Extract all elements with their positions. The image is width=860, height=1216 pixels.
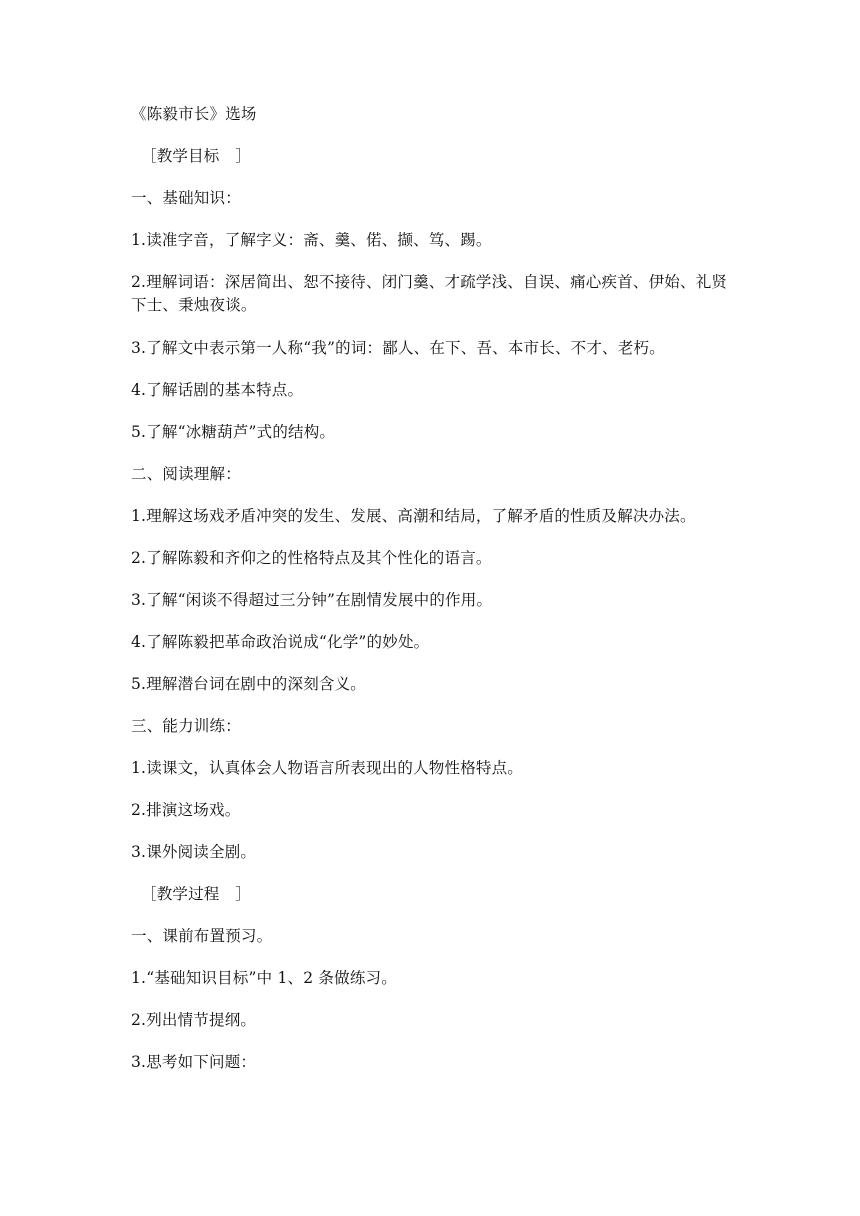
list-item: 4.了解陈毅把革命政治说成“化学”的妙处。 [131, 633, 430, 651]
heading-skill-training: 三、能力训练： [131, 717, 241, 735]
list-item: 1.“基础知识目标”中 1、2 条做练习。 [131, 969, 397, 987]
section-label-teaching-goals: ［教学目标 ］ [141, 147, 251, 165]
heading-basic-knowledge: 一、基础知识： [131, 189, 241, 207]
document-title: 《陈毅市长》选场 [131, 105, 257, 123]
list-item: 1.读准字音，了解字义：斋、羹、偌、撷、笃、踢。 [131, 231, 492, 249]
list-item: 1.理解这场戏矛盾冲突的发生、发展、高潮和结局，了解矛盾的性质及解决办法。 [131, 507, 696, 525]
list-item: 2.理解词语：深居简出、恕不接待、闭门羹、才疏学浅、自误、痛心疾首、伊始、礼贤下士、秉烛夜谈。 [131, 273, 728, 314]
heading-reading-comprehension: 二、阅读理解： [131, 465, 241, 483]
document-body [131, 103, 736, 1093]
list-item: 3.了解“闲谈不得超过三分钟”在剧情发展中的作用。 [131, 591, 493, 609]
list-item: 2.列出情节提纲。 [131, 1011, 257, 1029]
list-item: 1.读课文，认真体会人物语言所表现出的人物性格特点。 [131, 759, 523, 777]
list-item: 5.了解“冰糖葫芦”式的结构。 [131, 423, 336, 441]
list-item: 2.排演这场戏。 [131, 801, 241, 819]
heading-preview-assignment: 一、课前布置预习。 [131, 927, 273, 945]
list-item: 5.理解潜台词在剧中的深刻含义。 [131, 675, 366, 693]
list-item: 3.课外阅读全剧。 [131, 843, 257, 861]
list-item: 3.思考如下问题： [131, 1053, 257, 1071]
list-item: 4.了解话剧的基本特点。 [131, 381, 304, 399]
list-item: 3.了解文中表示第一人称“我”的词：鄙人、在下、吾、本市长、不才、老朽。 [131, 339, 665, 357]
section-label-teaching-process: ［教学过程 ］ [141, 885, 251, 903]
list-item: 2.了解陈毅和齐仰之的性格特点及其个性化的语言。 [131, 549, 492, 567]
